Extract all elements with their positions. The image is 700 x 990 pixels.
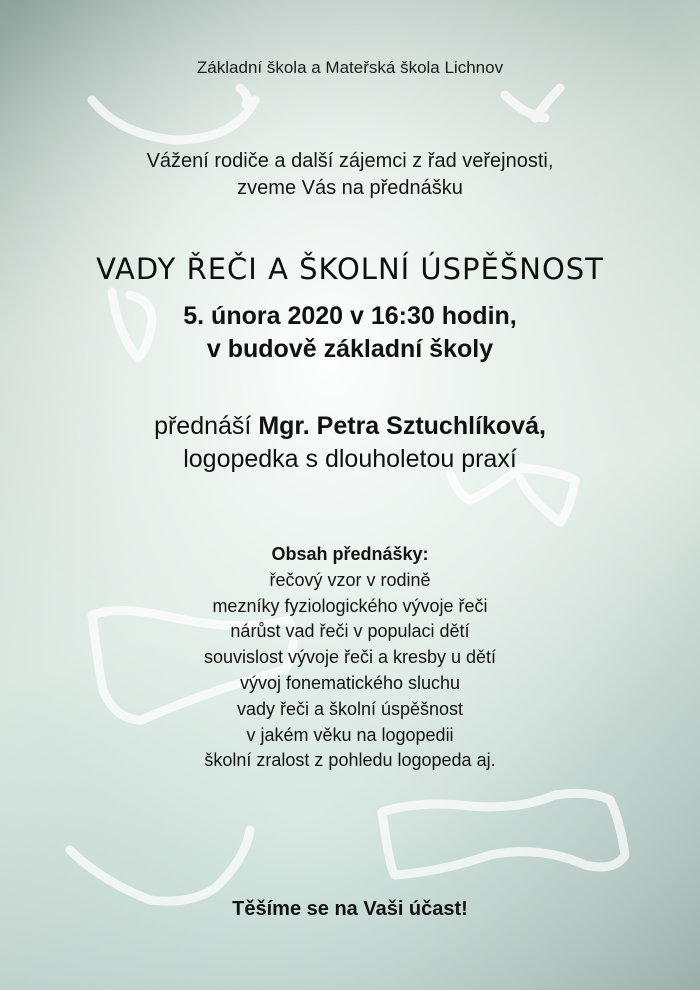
greeting: [0, 148, 700, 202]
contents-item: souvislost vývoje řeči a kresby u dětí: [203, 647, 497, 668]
greeting-line-2: zveme Vás na přednášku: [237, 177, 463, 199]
lecturer-line: [0, 410, 700, 443]
lecture-schedule: [0, 300, 700, 366]
smile-doodle-bottom: [70, 830, 250, 901]
contents-item: vady řeči a školní úspěšnost: [236, 698, 464, 719]
contents-item: v jakém věku na logopedii: [246, 724, 454, 745]
lips-doodle-top-right: [505, 88, 560, 118]
lecturer-info: [0, 410, 700, 476]
contents-list: [0, 568, 700, 774]
lecture-place: v budově základní školy: [206, 335, 494, 363]
contents-heading: Obsah přednášky:: [271, 544, 429, 564]
closing-line: Těšíme se na Vaši účast!: [232, 898, 468, 920]
lecturer-name: Mgr. Petra Sztuchlíková,: [258, 412, 546, 440]
lecture-contents: [0, 542, 700, 774]
lecturer-description: logopedka s dlouholetou praxí: [183, 445, 517, 473]
lecture-date-time: 5. února 2020 v 16:30 hodin,: [183, 302, 517, 330]
greeting-line-1: Vážení rodiče a další zájemci z řad veřejnosti,: [146, 150, 554, 172]
contents-item: nárůst vad řeči v populaci dětí: [230, 621, 470, 642]
school-name: Základní škola a Mateřská škola Lichnov: [196, 58, 504, 77]
tube-doodle-right: [382, 793, 625, 875]
lecturer-prefix: přednáší: [154, 412, 252, 440]
contents-item: vývoj fonematického sluchu: [239, 672, 461, 693]
contents-item: mezníky fyziologického vývoje řeči: [212, 595, 488, 616]
smile-doodle-top: [92, 88, 255, 140]
contents-item: školní zralost z pohledu logopeda aj.: [204, 750, 496, 771]
lecture-title: VADY ŘEČI A ŠKOLNÍ ÚSPĚŠNOST: [96, 252, 604, 286]
contents-item: řečový vzor v rodině: [269, 569, 431, 590]
